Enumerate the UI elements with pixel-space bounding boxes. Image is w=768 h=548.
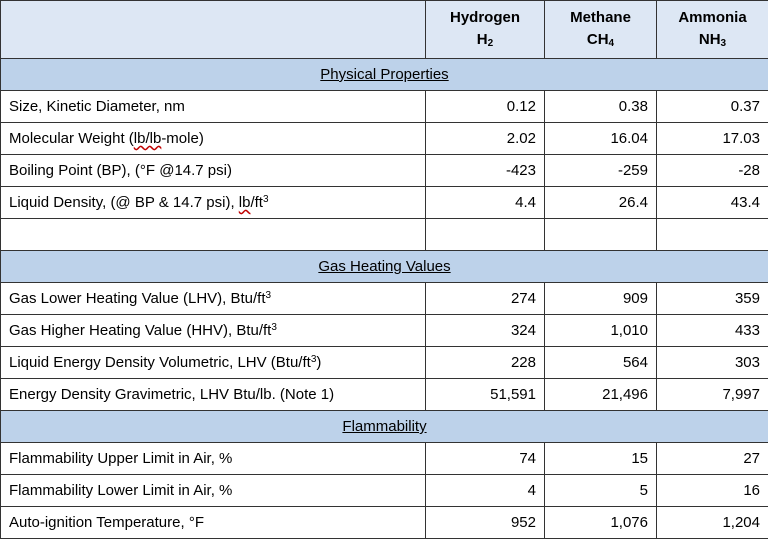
value-methane: 1,076 <box>545 507 657 539</box>
table-row <box>1 443 768 475</box>
value-ammonia: 43.4 <box>657 187 768 219</box>
table-row <box>1 475 768 507</box>
header-hydrogen <box>426 1 545 59</box>
value-hydrogen: 2.02 <box>426 123 545 155</box>
header-row <box>1 1 768 59</box>
value-hydrogen: -423 <box>426 155 545 187</box>
row-label: Liquid Density, (@ BP & 14.7 psi), $lb/ft^3$ <box>1 187 426 219</box>
row-label: Size, Kinetic Diameter, nm <box>1 91 426 123</box>
value-ammonia: 7,997 <box>657 379 768 411</box>
value-hydrogen: 51,591 <box>426 379 545 411</box>
value-methane: 26.4 <box>545 187 657 219</box>
value-methane: -259 <box>545 155 657 187</box>
value-hydrogen: 4.4 <box>426 187 545 219</box>
empty-cell <box>426 219 545 251</box>
value-ammonia: 433 <box>657 315 768 347</box>
section-flammability: Flammability <box>1 411 768 443</box>
header-name: Hydrogen <box>449 9 520 27</box>
value-hydrogen: 228 <box>426 347 545 379</box>
section-row <box>1 59 768 91</box>
header-name: Ammonia <box>678 9 747 27</box>
row-label: Flammability Lower Limit in Air, % <box>1 475 426 507</box>
value-ammonia: 27 <box>657 443 768 475</box>
table-row <box>1 347 768 379</box>
row-label: Flammability Upper Limit in Air, % <box>1 443 426 475</box>
row-label: Liquid Energy Density Volumetric, LHV $(Btu/ft^3)$ <box>1 347 426 379</box>
table-row <box>1 379 768 411</box>
spellcheck-underline: lb/lb <box>133 130 162 147</box>
header-formula: $NH_3$ <box>698 31 727 50</box>
value-hydrogen: 952 <box>426 507 545 539</box>
table-row <box>1 283 768 315</box>
value-methane: 564 <box>545 347 657 379</box>
row-label: Boiling Point (BP), (°F @14.7 psi) <box>1 155 426 187</box>
row-label: Gas Lower Heating Value (LHV), Btu/$ft^3$ <box>1 283 426 315</box>
header-name: Methane <box>570 9 631 27</box>
table-row <box>1 155 768 187</box>
empty-cell <box>657 219 768 251</box>
blank-row <box>1 219 768 251</box>
row-label: Molecular Weight (lb/lb-mole) <box>1 123 426 155</box>
value-methane: 21,496 <box>545 379 657 411</box>
value-methane: 15 <box>545 443 657 475</box>
table-row <box>1 91 768 123</box>
value-hydrogen: 0.12 <box>426 91 545 123</box>
spellcheck-underline: lb <box>238 194 251 211</box>
value-hydrogen: 4 <box>426 475 545 507</box>
table-row <box>1 315 768 347</box>
row-label: Gas Higher Heating Value (HHV), Btu/$ft^3$ <box>1 315 426 347</box>
header-methane <box>545 1 657 59</box>
value-ammonia: 359 <box>657 283 768 315</box>
value-ammonia: 16 <box>657 475 768 507</box>
table-row <box>1 123 768 155</box>
value-ammonia: 303 <box>657 347 768 379</box>
header-formula: $CH_4$ <box>586 31 615 50</box>
section-physical-properties: Physical Properties <box>1 59 768 91</box>
empty-cell <box>545 219 657 251</box>
value-methane: 1,010 <box>545 315 657 347</box>
section-gas-heating-values: Gas Heating Values <box>1 251 768 283</box>
table-row <box>1 187 768 219</box>
header-ammonia <box>657 1 768 59</box>
value-hydrogen: 74 <box>426 443 545 475</box>
value-methane: 0.38 <box>545 91 657 123</box>
value-ammonia: -28 <box>657 155 768 187</box>
value-ammonia: 0.37 <box>657 91 768 123</box>
row-label: Energy Density Gravimetric, LHV Btu/lb. (Note 1) <box>1 379 426 411</box>
row-label: Auto-ignition Temperature, °F <box>1 507 426 539</box>
value-ammonia: 17.03 <box>657 123 768 155</box>
value-methane: 5 <box>545 475 657 507</box>
value-hydrogen: 324 <box>426 315 545 347</box>
value-ammonia: 1,204 <box>657 507 768 539</box>
empty-cell <box>1 219 426 251</box>
header-empty-cell <box>1 1 426 59</box>
section-row <box>1 251 768 283</box>
value-methane: 909 <box>545 283 657 315</box>
table-row <box>1 507 768 539</box>
header-formula: $H_2$ <box>476 31 494 50</box>
value-methane: 16.04 <box>545 123 657 155</box>
value-hydrogen: 274 <box>426 283 545 315</box>
section-row <box>1 411 768 443</box>
